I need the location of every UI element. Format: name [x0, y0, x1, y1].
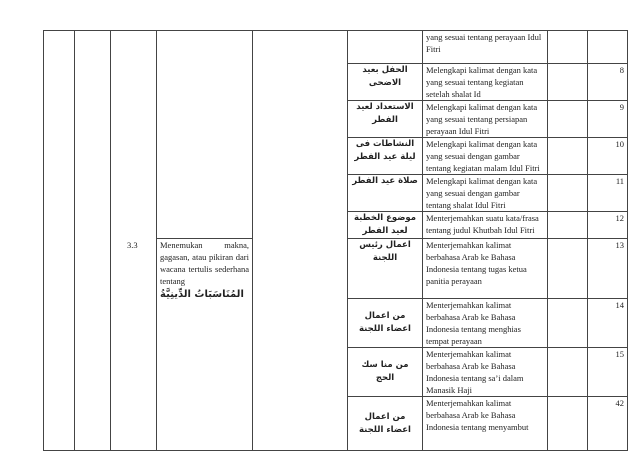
- blank-col-e: [253, 31, 348, 451]
- item-number: 9: [588, 101, 628, 138]
- arabic-topic: اعمال رئيس اللجنة: [348, 239, 423, 299]
- competency-cell: [127, 239, 253, 451]
- item-number: [588, 31, 628, 64]
- arabic-topic: [348, 31, 423, 64]
- arabic-topic: موضوع الخطبة لعيد الفطر: [348, 212, 423, 239]
- arabic-topic: من منا سك الحج: [348, 348, 423, 397]
- item-number: 15: [588, 348, 628, 397]
- indicator-text: Melengkapi kalimat dengan kata yang sesuai dengan gambar tentang kegiatan malam Idul Fitri: [423, 138, 548, 175]
- indicator-text: Menterjemahkan suatu kata/frasa tentang judul Khutbah Idul Fitri: [423, 212, 548, 239]
- indicator-text: yang sesuai tentang perayaan Idul Fitri: [423, 31, 548, 64]
- blank-col-a: [44, 31, 75, 451]
- item-number: 12: [588, 212, 628, 239]
- item-number: 8: [588, 64, 628, 101]
- blank-cell: [548, 101, 588, 138]
- indicator-text: Menterjemahkan kalimat berbahasa Arab ke Bahasa Indonesia tentang menghias tempat perayaan: [423, 299, 548, 348]
- blank-cell: [548, 175, 588, 212]
- blank-cell: [548, 348, 588, 397]
- arabic-topic: النشاطات فى ليلة عيد الفطر: [348, 138, 423, 175]
- item-number: 11: [588, 175, 628, 212]
- blank-kd-top: [157, 31, 253, 239]
- item-number: 42: [588, 397, 628, 451]
- indicator-text: Menterjemahkan kalimat berbahasa Arab ke Bahasa Indonesia tentang menyambut: [423, 397, 548, 451]
- assessment-table: [43, 30, 628, 451]
- item-number: 10: [588, 138, 628, 175]
- arabic-topic: من اعمال اعضاء اللجنة: [348, 397, 423, 451]
- arabic-topic: الحفل بعيد الاضحى: [348, 64, 423, 101]
- indicator-text: Melengkapi kalimat dengan kata yang sesuai tentang kegiatan setelah shalat Id: [423, 64, 548, 101]
- item-number: 13: [588, 239, 628, 299]
- competency-arabic: المُنَاسَبَاتُ الدِّينِيَّةُ: [160, 289, 244, 300]
- arabic-topic: الاستعداد لعيد الفطر: [348, 101, 423, 138]
- indicator-text: Melengkapi kalimat dengan kata yang sesuai tentang persiapan perayaan Idul Fitri: [423, 101, 548, 138]
- arabic-topic: صلاة عيد الفطر: [348, 175, 423, 212]
- blank-cell: [548, 239, 588, 299]
- competency-code: 3.3: [127, 240, 138, 250]
- blank-cell: [548, 31, 588, 64]
- item-number: 14: [588, 299, 628, 348]
- competency-text: Menemukan makna, gagasan, atau pikiran dari wacana tertulis sederhana tentang: [160, 240, 249, 286]
- indicator-text: Menterjemahkan kalimat berbahasa Arab ke Bahasa Indonesia tentang sa’i dalam Manasik Haji: [423, 348, 548, 397]
- blank-cell: [548, 64, 588, 101]
- blank-col-b: [75, 31, 111, 451]
- blank-cell: [548, 212, 588, 239]
- arabic-topic: من اعمال اعضاء اللجنة: [348, 299, 423, 348]
- indicator-text: Melengkapi kalimat dengan kata yang sesuai dengan gambar tentang shalat Idul Fitri: [423, 175, 548, 212]
- indicator-text: Menterjemahkan kalimat berbahasa Arab ke Bahasa Indonesia tentang tugas ketua panitia perayaan: [423, 239, 548, 299]
- blank-cell: [548, 138, 588, 175]
- table-row: [44, 31, 628, 64]
- blank-cell: [548, 397, 588, 451]
- blank-cell: [548, 299, 588, 348]
